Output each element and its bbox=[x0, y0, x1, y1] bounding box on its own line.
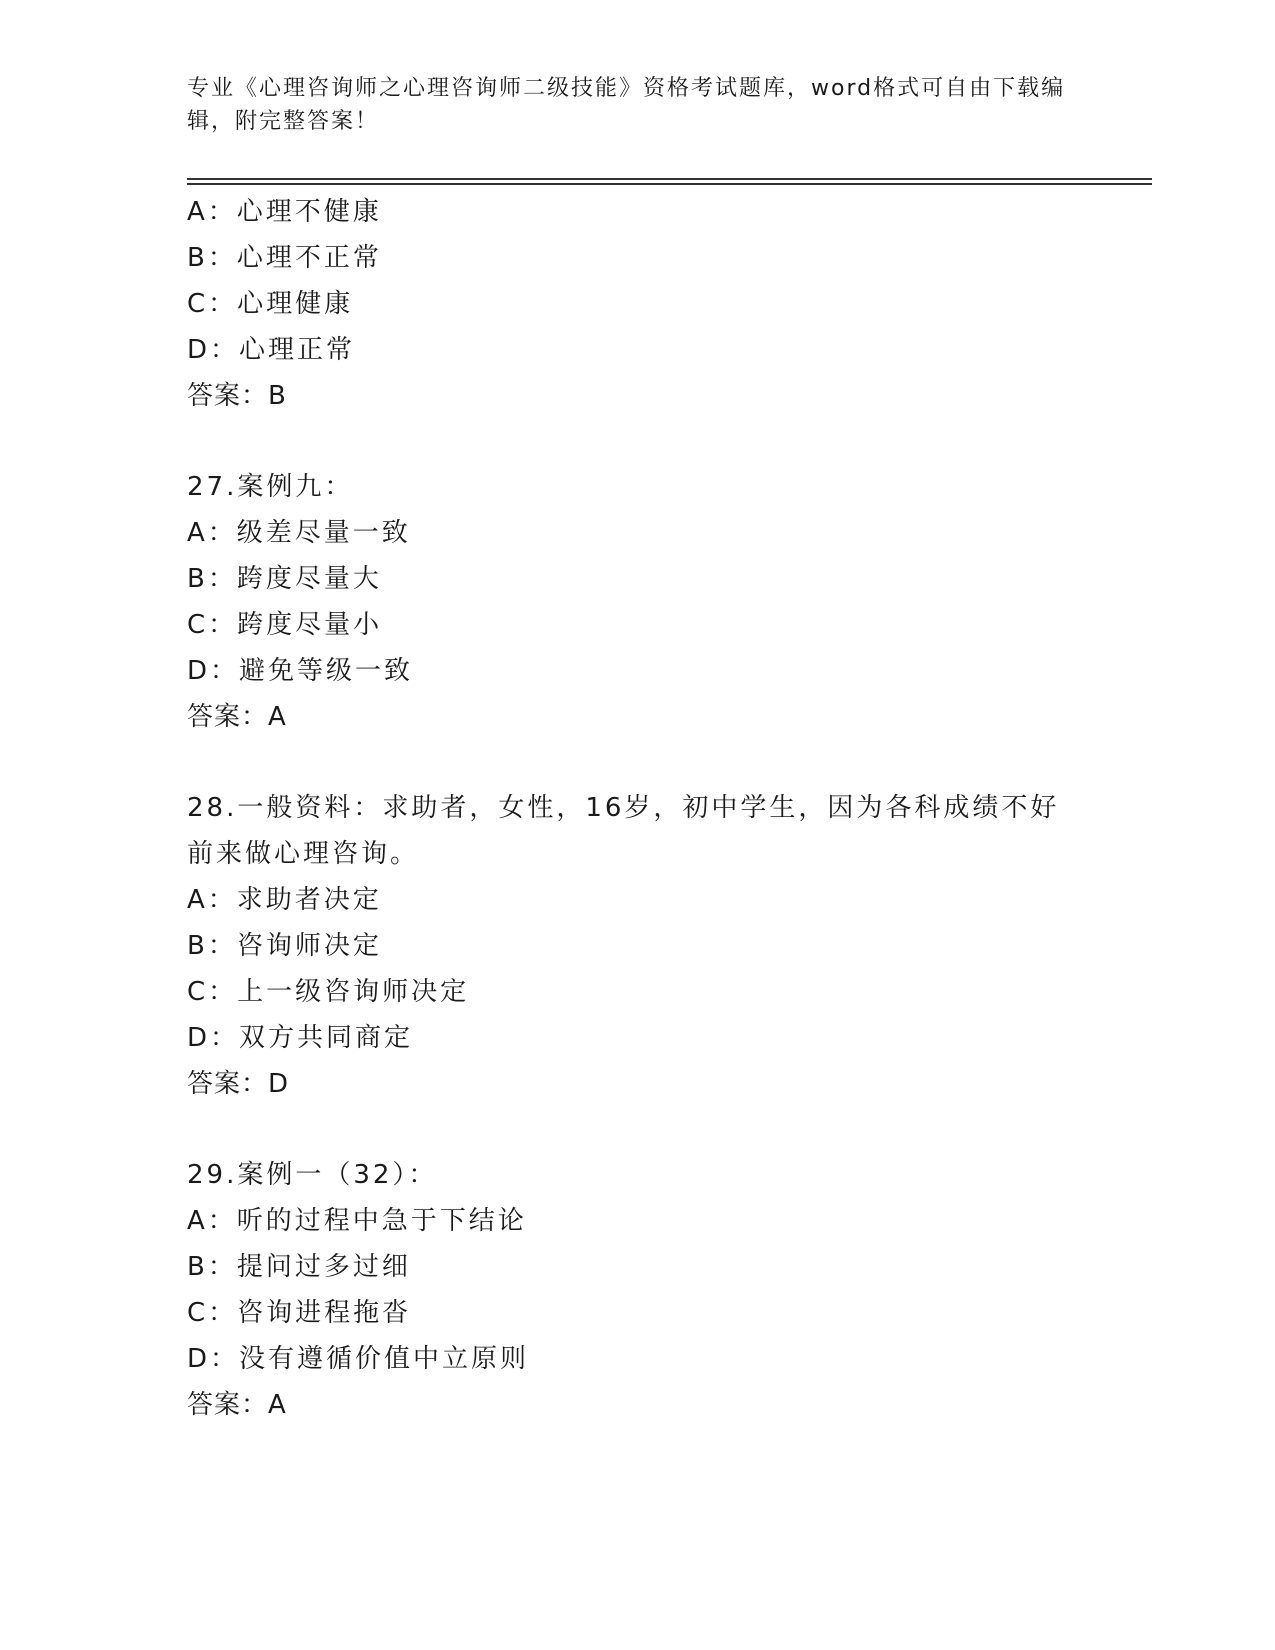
question-27 bbox=[187, 464, 1087, 740]
option-b: B：提问过多过细 bbox=[187, 1252, 411, 1282]
header-divider-top bbox=[187, 178, 1152, 180]
answer: 答案：A bbox=[187, 702, 287, 732]
option-a: A：级差尽量一致 bbox=[187, 518, 411, 548]
option-c: C：心理健康 bbox=[187, 289, 354, 319]
document-header: 专业《心理咨询师之心理咨询师二级技能》资格考试题库，word格式可自由下载编辑，附完整答案！ bbox=[187, 76, 1066, 134]
option-c: C：跨度尽量小 bbox=[187, 610, 383, 640]
option-c: C：上一级咨询师决定 bbox=[187, 977, 470, 1007]
header-divider-bottom bbox=[187, 183, 1152, 185]
answer: 答案：D bbox=[187, 1069, 290, 1099]
question-28 bbox=[187, 785, 1087, 1107]
option-d: D：双方共同商定 bbox=[187, 1023, 414, 1053]
question-stem: 28.一般资料：求助者，女性，16岁，初中学生，因为各科成绩不好前来做心理咨询。 bbox=[187, 793, 1060, 869]
option-b: B：心理不正常 bbox=[187, 243, 382, 273]
question-29 bbox=[187, 1152, 1087, 1428]
answer: 答案：A bbox=[187, 1390, 287, 1420]
option-a: A：心理不健康 bbox=[187, 197, 382, 227]
answer: 答案：B bbox=[187, 381, 287, 411]
question-stem: 29.案例一（32）： bbox=[187, 1160, 438, 1190]
option-d: D：避免等级一致 bbox=[187, 656, 414, 686]
option-b: B：跨度尽量大 bbox=[187, 564, 382, 594]
option-d: D：没有遵循价值中立原则 bbox=[187, 1344, 530, 1374]
option-b: B：咨询师决定 bbox=[187, 931, 382, 961]
question-26 bbox=[187, 189, 1087, 419]
option-c: C：咨询进程拖沓 bbox=[187, 1298, 412, 1328]
question-stem: 27.案例九： bbox=[187, 472, 354, 502]
option-a: A：求助者决定 bbox=[187, 885, 382, 915]
question-list bbox=[187, 189, 1087, 1428]
option-d: D：心理正常 bbox=[187, 335, 356, 365]
option-a: A：听的过程中急于下结论 bbox=[187, 1206, 527, 1236]
